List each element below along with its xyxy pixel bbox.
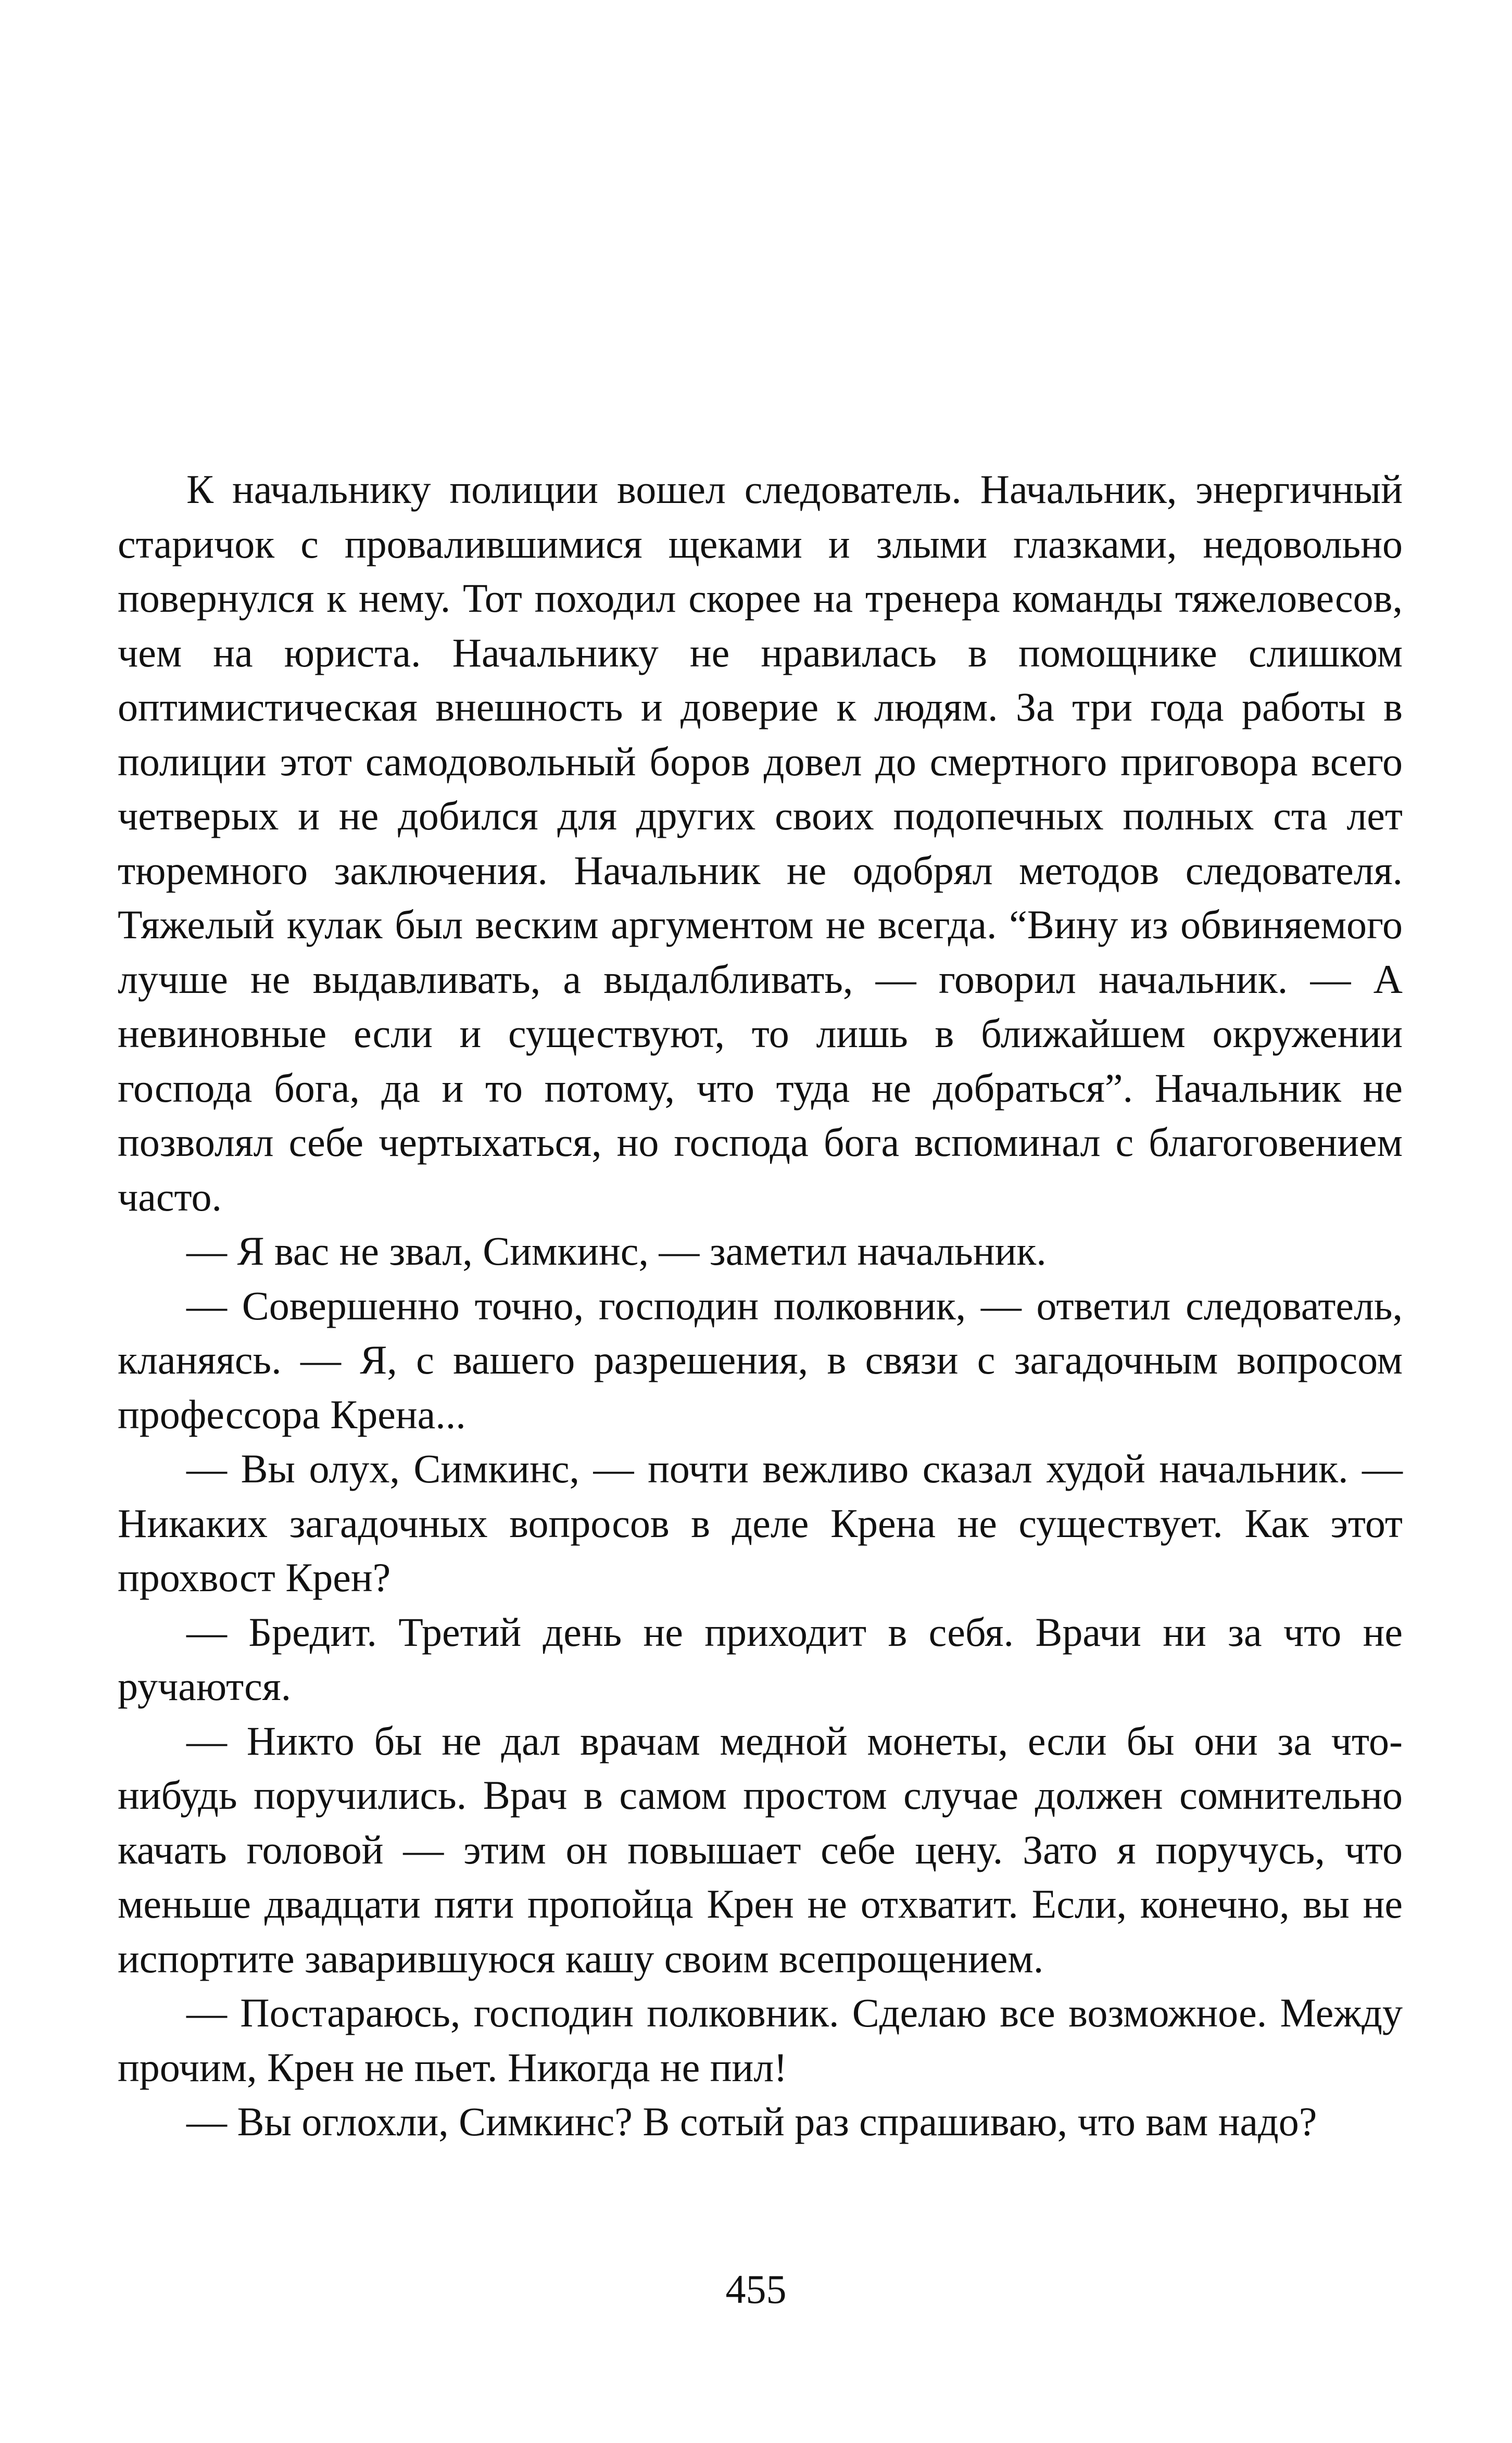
paragraph-dialogue: — Никто бы не дал врачам медной монеты, если бы они за что-нибудь поручились. Врач в самом простом случае должен сомнительно качать головой — этим он повышает себе цену. Зато я поручусь, что меньше двадцати пяти пропойца Крен не отхватит. Если, конечно, вы не испортите заварившуюся кашу своим всепрощением. bbox=[118, 1718, 1403, 1981]
paragraph-dialogue: — Постараюсь, господин полковник. Сделаю все возможное. Между прочим, Крен не пьет. Никогда не пил! bbox=[118, 1990, 1403, 2090]
body-text bbox=[118, 462, 1403, 2149]
paragraph-dialogue: — Вы оглохли, Симкинс? В сотый раз спрашиваю, что вам надо? bbox=[186, 2099, 1317, 2144]
paragraph-dialogue: — Бредит. Третий день не приходит в себя. Врачи ни за что не ручаются. bbox=[118, 1609, 1403, 1709]
paragraph-dialogue: — Совершенно точно, господин полковник, — ответил следователь, кланяясь. — Я, с вашего разрешения, в связи с загадочным вопросом профессора Крена... bbox=[118, 1282, 1403, 1437]
page-number: 455 bbox=[725, 2266, 787, 2312]
paragraph-dialogue: — Вы олух, Симкинс, — почти вежливо сказал худой начальник. — Никаких загадочных вопросов в деле Крена не существует. Как этот прохвост Крен? bbox=[118, 1446, 1403, 1600]
paragraph-dialogue: — Я вас не звал, Симкинс, — заметил начальник. bbox=[186, 1228, 1047, 1274]
paragraph-narration: К начальнику полиции вошел следователь. Начальник, энергичный старичок с провалившимися щеками и злыми глазками, недовольно повернулся к нему. Тот походил скорее на тренера команды тяжеловесов, чем на юриста. Начальнику не нравилась в помощнике слишком оптимистическая внешность и доверие к людям. За три года работы в полиции этот самодовольный боров довел до смертного приговора всего четверых и не добился для других своих подопечных полных ста лет тюремного заключения. Начальник не одобрял методов следователя. Тяжелый кулак был веским аргументом не всегда. “Вину из обвиняемого лучше не выдавливать, а выдалбливать, — говорил начальник. — А невиновные если и существуют, то лишь в ближайшем окружении господа бога, да и то потому, что туда не добраться”. Начальник не позволял себе чертыхаться, но господа бога вспоминал с благоговением часто. bbox=[118, 467, 1403, 1219]
